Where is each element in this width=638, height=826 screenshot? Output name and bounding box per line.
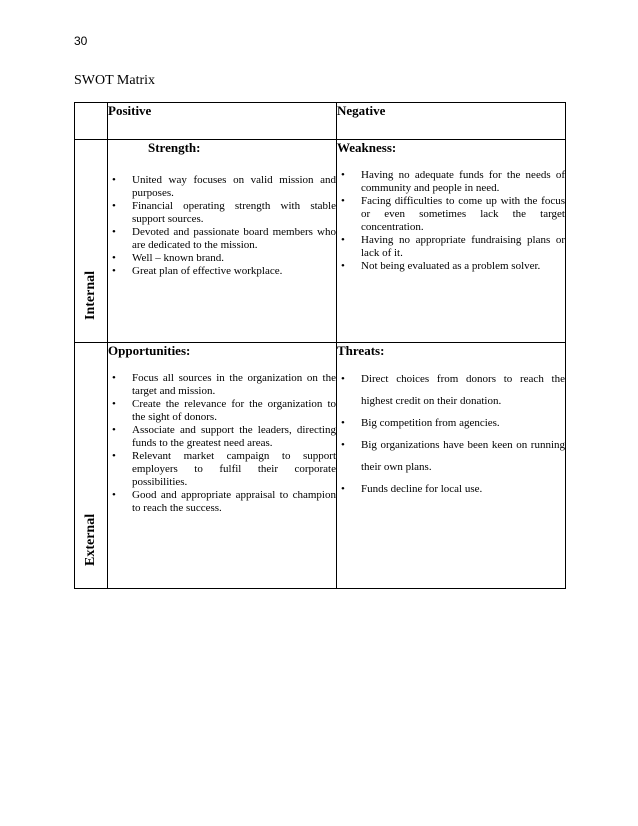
header-row <box>75 103 566 140</box>
external-label-cell <box>75 343 108 589</box>
external-label: External <box>83 513 98 566</box>
opportunities-title: Opportunities: <box>108 343 191 358</box>
list-item: • Create the relevance for the organization to the sight of donors. <box>108 398 336 424</box>
list-item: • Big organizations have been keen on running their own plans. <box>337 434 565 478</box>
corner-cell <box>75 103 108 140</box>
list-item: • Great plan of effective workplace. <box>108 265 336 278</box>
weakness-list <box>337 169 565 273</box>
negative-header: Negative <box>337 103 566 140</box>
list-item: • Associate and support the leaders, directing funds to the greatest need areas. <box>108 424 336 450</box>
list-item: • Well – known brand. <box>108 252 336 265</box>
opportunities-cell <box>108 343 337 589</box>
list-item: • Having no adequate funds for the needs of community and people in need. <box>337 169 565 195</box>
list-item: • Having no appropriate fundraising plans or lack of it. <box>337 234 565 260</box>
external-row <box>75 343 566 589</box>
weakness-cell <box>337 140 566 343</box>
strength-cell <box>108 140 337 343</box>
strength-title: Strength: <box>148 140 201 155</box>
page-number: 30 <box>74 34 88 48</box>
internal-label: Internal <box>83 271 98 320</box>
list-item: • Big competition from agencies. <box>337 412 565 434</box>
internal-row <box>75 140 566 343</box>
threats-title: Threats: <box>337 343 385 358</box>
strength-list <box>108 174 336 278</box>
list-item: • Facing difficulties to come up with the focus or even sometimes lack the target concentration. <box>337 195 565 234</box>
threats-cell <box>337 343 566 589</box>
list-item: • Devoted and passionate board members who are dedicated to the mission. <box>108 226 336 252</box>
list-item: • Good and appropriate appraisal to champion to reach the success. <box>108 489 336 515</box>
list-item: • United way focuses on valid mission and purposes. <box>108 174 336 200</box>
list-item: • Not being evaluated as a problem solver. <box>337 260 565 273</box>
list-item: • Financial operating strength with stable support sources. <box>108 200 336 226</box>
document-title: SWOT Matrix <box>74 73 156 88</box>
internal-label-cell <box>75 140 108 343</box>
list-item: • Funds decline for local use. <box>337 478 565 500</box>
list-item: • Relevant market campaign to support employers to fulfil their corporate possibilities. <box>108 450 336 489</box>
positive-header: Positive <box>108 103 337 140</box>
swot-matrix-table <box>74 102 566 589</box>
list-item: • Focus all sources in the organization on the target and mission. <box>108 372 336 398</box>
opportunities-list <box>108 372 336 515</box>
list-item: • Direct choices from donors to reach the highest credit on their donation. <box>337 368 565 412</box>
weakness-title: Weakness: <box>337 140 397 155</box>
threats-list <box>337 368 565 500</box>
